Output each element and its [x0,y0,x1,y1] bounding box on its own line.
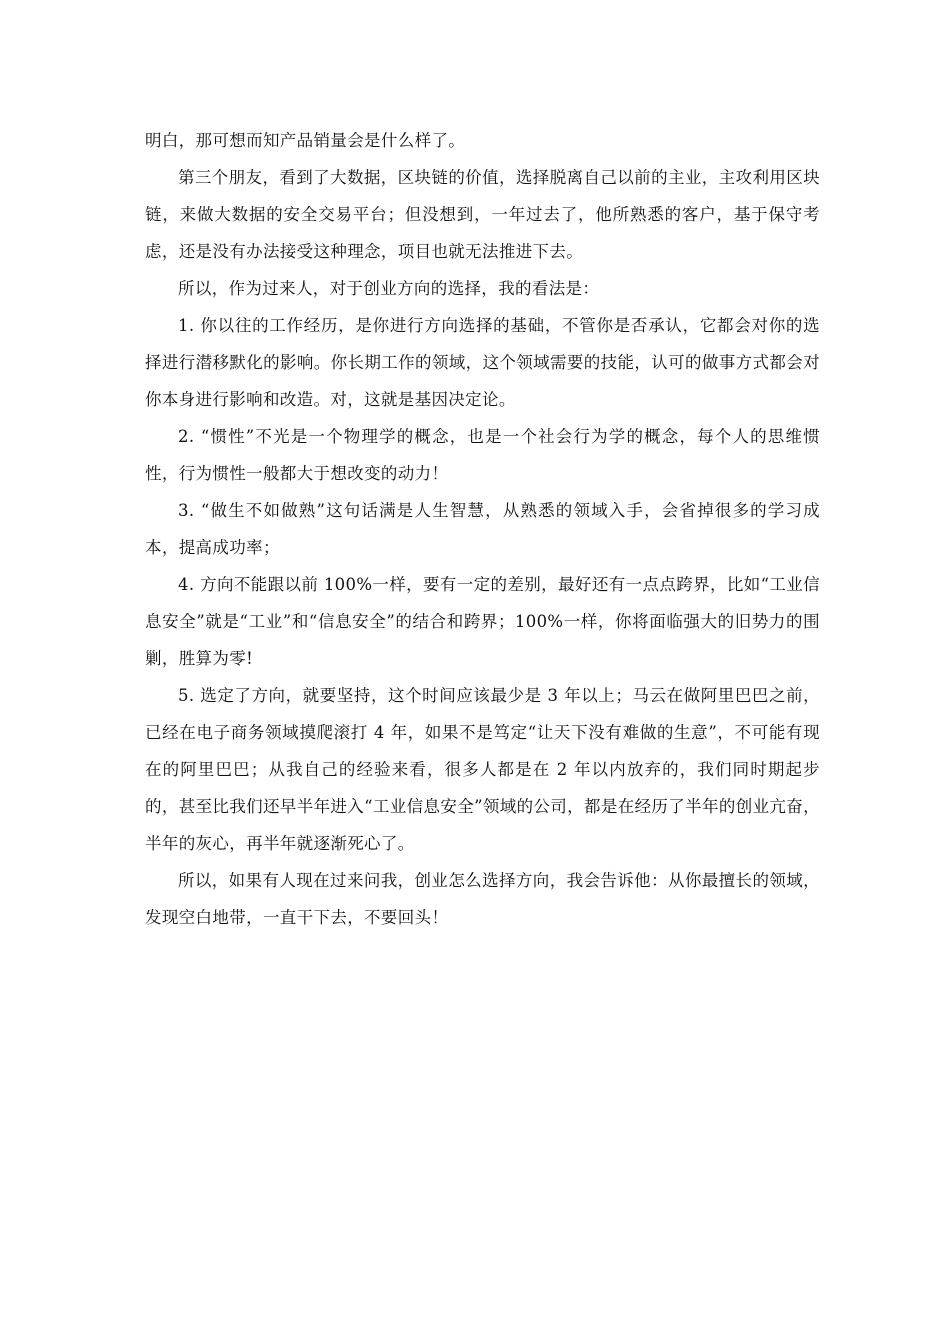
list-item-2: 2. “惯性”不光是一个物理学的概念，也是一个社会行为学的概念，每个人的思维惯性，行为惯性一般都大于想改变的动力！ [145,427,820,483]
list-item-4: 4. 方向不能跟以前 100%一样，要有一定的差别，最好还有一点点跨界，比如“工业信息安全”就是“工业”和“信息安全”的结合和跨界；100%一样，你将面临强大的旧势力的围剿，胜算为零! [145,575,820,668]
paragraph-conclusion: 所以，如果有人现在过来问我，创业怎么选择方向，我会告诉他：从你最擅长的领域，发现空白地带，一直干下去，不要回头！ [145,871,820,927]
list-item-5: 5. 选定了方向，就要坚持，这个时间应该最少是 3 年以上；马云在做阿里巴巴之前，已经在电子商务领域摸爬滚打 4 年，如果不是笃定“让天下没有难做的生意”，不可能有现在的阿里巴巴；从我自己的经验来看，很多人都是在 2 年以内放弃的，我们同时期起步的，甚至比我们还早半年进入“工业信息安全”领域的公司，都是在经历了半年的创业亢奋，半年的灰心，再半年就逐渐死心了。 [145,686,820,853]
list-item-1: 1. 你以往的工作经历，是你进行方向选择的基础，不管你是否承认，它都会对你的选择进行潜移默化的影响。你长期工作的领域，这个领域需要的技能，认可的做事方式都会对你本身进行影响和改造。对，这就是基因决定论。 [145,316,820,409]
list-item-3: 3. “做生不如做熟”这句话满是人生智慧，从熟悉的领域入手，会省掉很多的学习成本，提高成功率； [145,501,820,557]
paragraph-continuation: 明白，那可想而知产品销量会是什么样了。 [145,131,466,150]
document-body [145,122,820,936]
paragraph-third-friend: 第三个朋友，看到了大数据，区块链的价值，选择脱离自己以前的主业，主攻利用区块链，来做大数据的安全交易平台；但没想到，一年过去了，他所熟悉的客户，基于保守考虑，还是没有办法接受这种理念，项目也就无法推进下去。 [145,168,820,261]
paragraph-intro-views: 所以，作为过来人，对于创业方向的选择，我的看法是： [178,279,600,298]
